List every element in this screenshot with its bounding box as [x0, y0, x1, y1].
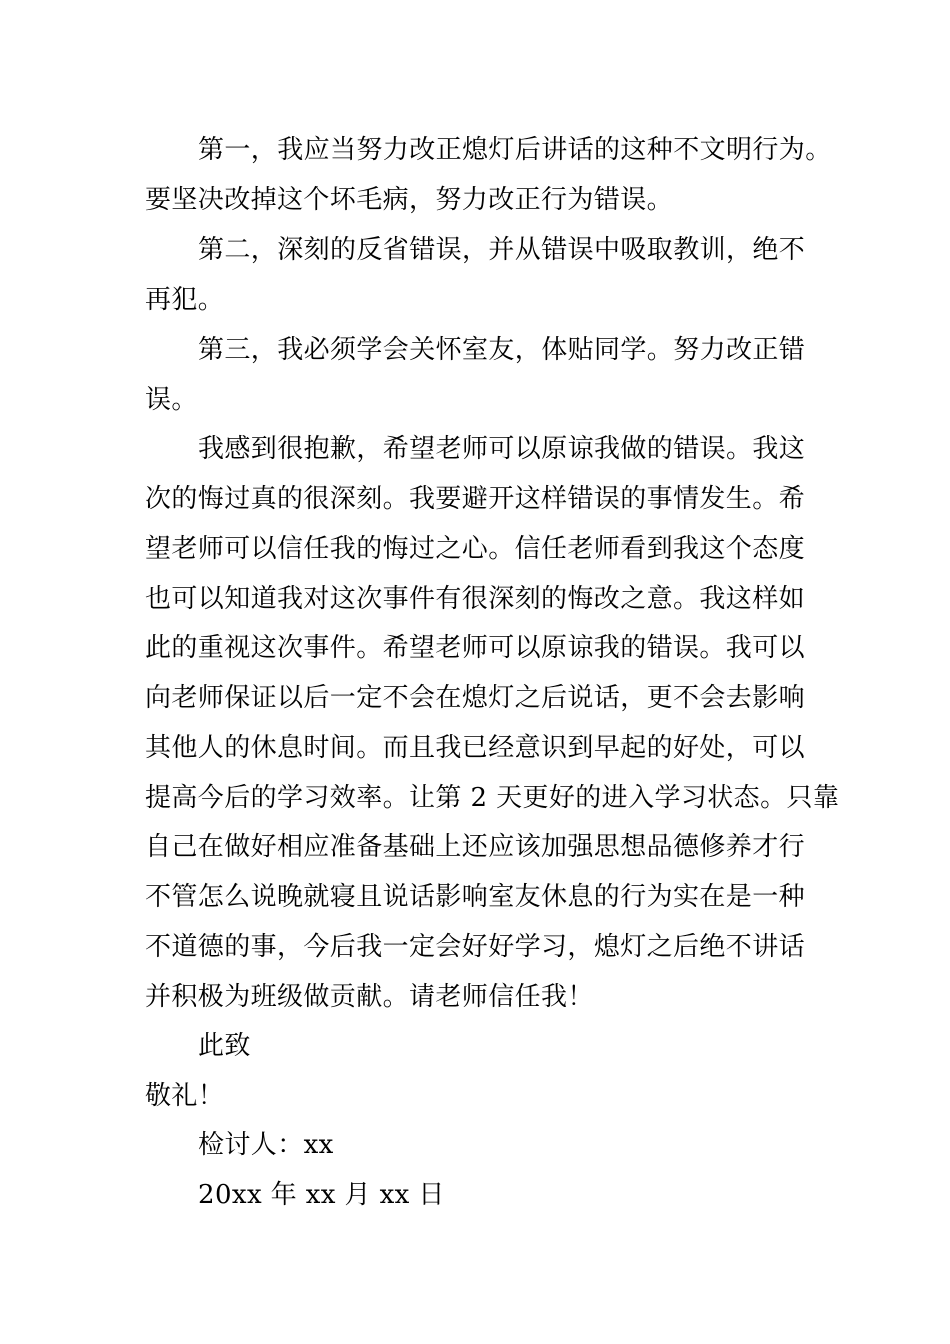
paragraph-2-line-1: 第二，深刻的反省错误，并从错误中吸取教训，绝不 [198, 235, 806, 265]
paragraph-4-line-5: 此的重视这次事件。希望老师可以原谅我的错误。我可以 [145, 633, 806, 663]
paragraph-4-line-7: 其他人的休息时间。而且我已经意识到早起的好处，可以 [145, 733, 806, 763]
paragraph-3-line-2: 误。 [145, 385, 198, 415]
paragraph-1-line-1: 第一，我应当努力改正熄灯后讲话的这种不文明行为。 [198, 135, 832, 165]
paragraph-4-line-11: 不道德的事，今后我一定会好好学习，熄灯之后绝不讲话 [145, 932, 806, 962]
paragraph-4-line-8: 提高今后的学习效率。让第 2 天更好的进入学习状态。只靠 [145, 783, 840, 813]
paragraph-4-line-6: 向老师保证以后一定不会在熄灯之后说话，更不会去影响 [145, 683, 806, 713]
paragraph-4-line-10: 不管怎么说晚就寝且说话影响室友休息的行为实在是一种 [145, 882, 806, 912]
paragraph-2-line-2: 再犯。 [145, 285, 225, 315]
date-line: 20xx 年 xx 月 xx 日 [198, 1180, 445, 1210]
paragraph-4-line-2: 次的悔过真的很深刻。我要避开这样错误的事情发生。希 [145, 484, 806, 514]
paragraph-4-line-3: 望老师可以信任我的悔过之心。信任老师看到我这个态度 [145, 534, 806, 564]
paragraph-3-line-1: 第三，我必须学会关怀室友，体贴同学。努力改正错 [198, 335, 806, 365]
salute-text: 敬礼！ [145, 1081, 225, 1111]
paragraph-4-line-9: 自己在做好相应准备基础上还应该加强思想品德修养才行 [145, 832, 806, 862]
paragraph-4-line-1: 我感到很抱歉，希望老师可以原谅我做的错误。我这 [198, 434, 806, 464]
signer-line: 检讨人：xx [198, 1130, 334, 1160]
paragraph-4-line-12: 并积极为班级做贡献。请老师信任我！ [145, 982, 594, 1012]
paragraph-4-line-4: 也可以知道我对这次事件有很深刻的悔改之意。我这样如 [145, 584, 806, 614]
paragraph-1-line-2: 要坚决改掉这个坏毛病，努力改正行为错误。 [145, 185, 674, 215]
closing-text: 此致 [198, 1031, 251, 1061]
